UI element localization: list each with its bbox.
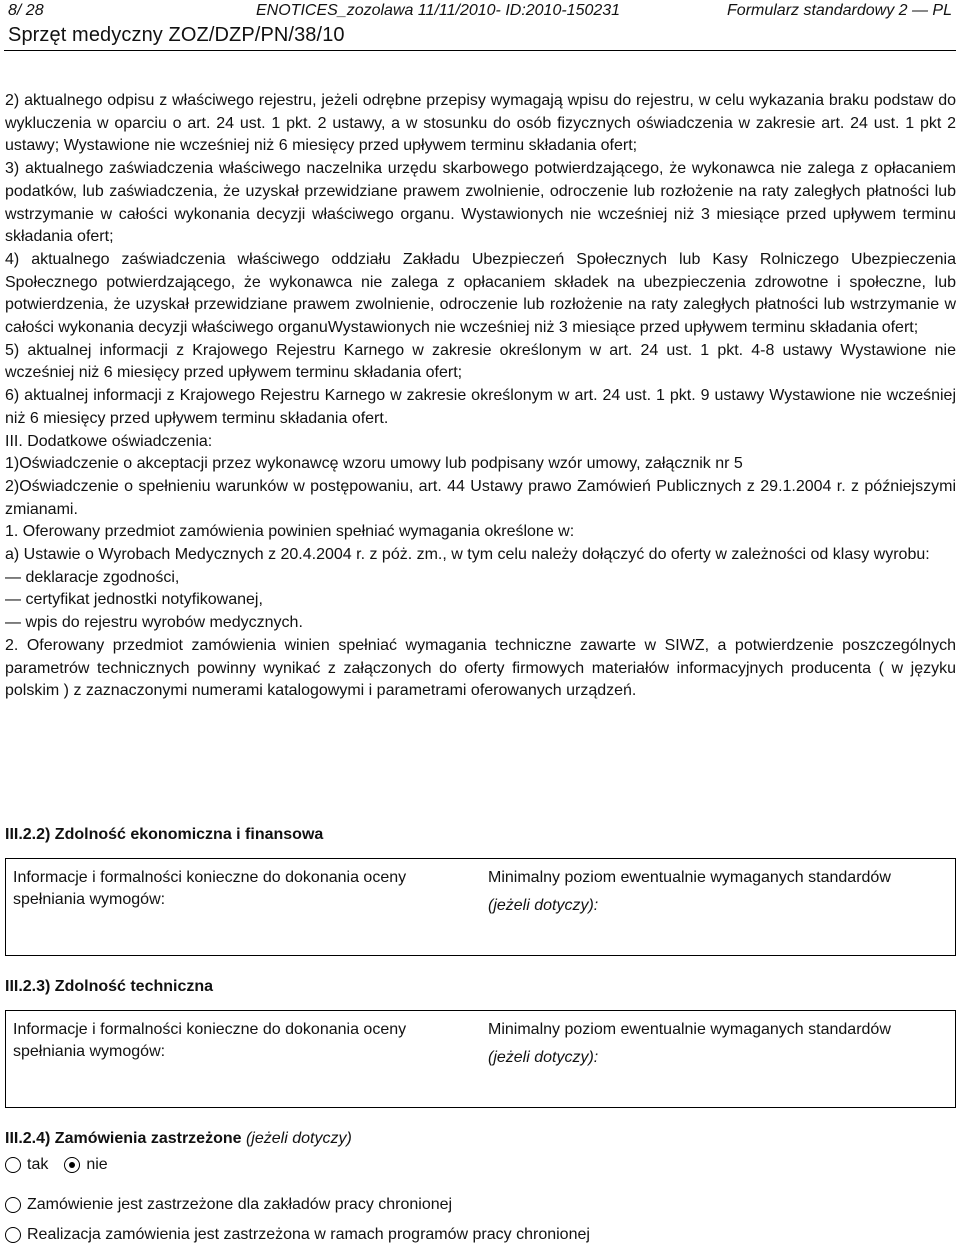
paragraph-krk-1: 5) aktualnej informacji z Krajowego Rejestru Karnego w zakresie określonym w art. 24 ust. 1 pkt. 4-8 ustawy Wystawione nie wcześniej niż 6 miesięcy przed upływem terminu składania ofert; [5, 341, 956, 382]
info-right-text: Minimalny poziom ewentualnie wymaganych standardów [488, 1021, 891, 1038]
list-item: — deklaracje zgodności, [5, 568, 180, 586]
info-left-text: Informacje i formalności konieczne do dokonania oceny spełniania wymogów: [13, 869, 407, 908]
title-note: (jeżeli dotyczy) [245, 1130, 352, 1147]
section-title: III.2.2) Zdolność ekonomiczna i finansowa [5, 826, 324, 843]
list-item: — certyfikat jednostki notyfikowanej, [5, 591, 263, 609]
paragraph-oswiadczenie-2: 2)Oświadczenie o spełnieniu warunków w postępowaniu, art. 44 Ustawy prawo Zamówień Publicznych z 29.1.2004 r. z późniejszymi zmianami. [5, 477, 956, 518]
radio-programy[interactable] [5, 1227, 21, 1243]
info-note: (jeżeli dotyczy): [488, 1049, 599, 1066]
page-number: 8/ 28 [8, 2, 44, 19]
paragraph-wymagania: 1. Oferowany przedmiot zamówienia powinien spełniać wymagania określone w: [5, 523, 575, 541]
section-reserved [5, 1128, 956, 1246]
section-technical [5, 976, 956, 1108]
reserved-line-label: Realizacja zamówienia jest zastrzeżona w ramach programów pracy chronionej [27, 1226, 590, 1243]
paragraph-ustawa: a) Ustawie o Wyrobach Medycznych z 20.4.2004 r. z póż. zm., w tym celu należy dołączyć do oferty w zależności od klasy wyrobu: [5, 546, 930, 564]
paragraph-odpis: 2) aktualnego odpisu z właściwego rejestru, jeżeli odrębne przepisy wymagają wpisu do rejestru, w celu wykazania braku podstaw do wykluczenia w oparciu o art. 24 ust. 1 pkt. 2 ustawy, a w stosunku do osób fizycznych oświadczenia w zakresie art. 24 ust. 1 pkt 2 ustawy; Wystawione nie wcześniej niż 6 miesięcy przed upływem terminu składania ofert; [5, 92, 956, 155]
section-title: III.2.3) Zdolność techniczna [5, 978, 214, 995]
info-left-text: Informacje i formalności konieczne do dokonania oceny spełniania wymogów: [13, 1021, 407, 1060]
option-nie[interactable] [64, 1154, 107, 1176]
reserved-options [5, 1154, 956, 1176]
section-economic [5, 824, 956, 956]
radio-nie[interactable] [64, 1157, 80, 1173]
radio-tak[interactable] [5, 1157, 21, 1173]
info-right [488, 1019, 928, 1069]
paragraph-oswiadczenie-1: 1)Oświadczenie o akceptacji przez wykonawcę wzoru umowy lub podpisany wzór umowy, załącznik nr 5 [5, 455, 743, 473]
radio-zaklady[interactable] [5, 1197, 21, 1213]
info-box [5, 1010, 956, 1108]
option-label: nie [86, 1156, 108, 1173]
paragraph-zus: 4) aktualnego zaświadczenia właściwego oddziału Zakładu Ubezpieczeń Społecznych lub Kasy Rolniczego Ubezpieczenia Społecznego potwierdzającego, że wykonawca nie zalega z opłacaniem składek na ubezpieczenia zdrowotne i społeczne, lub potwierdzenia, że uzyskał przewidziane prawem zwolnienie, odroczenie lub rozłożenie na raty zaległych płatności lub wstrzymanie w całości wykonania decyzji właściwego organuWystawionych nie wcześniej niż 3 miesiące przed upływem terminu składania ofert; [5, 250, 956, 337]
main-text [5, 90, 956, 703]
info-right [488, 867, 928, 917]
option-label: tak [27, 1156, 49, 1173]
notice-id: ENOTICES_zozolawa 11/11/2010- ID:2010-150231 [256, 2, 621, 19]
document-title: Sprzęt medyczny ZOZ/DZP/PN/38/10 [8, 24, 345, 46]
page-header [4, 0, 956, 51]
reserved-line-2[interactable] [5, 1224, 956, 1246]
paragraph-krk-2: 6) aktualnej informacji z Krajowego Rejestru Karnego w zakresie określonym w art. 24 ust. 1 pkt. 9 ustawy Wystawione nie wcześniej niż 6 miesięcy przed upływem terminu składania ofert. [5, 387, 956, 427]
list-item: — wpis do rejestru wyrobów medycznych. [5, 614, 303, 632]
reserved-line-label: Zamówienie jest zastrzeżone dla zakładów pracy chronionej [27, 1196, 453, 1213]
info-box [5, 858, 956, 956]
section-title: III.2.4) Zamówienia zastrzeżone (jeżeli dotyczy) [5, 1130, 352, 1147]
reserved-line-1[interactable] [5, 1194, 956, 1216]
paragraph-urzad-skarbowy: 3) aktualnego zaświadczenia właściwego naczelnika urzędu skarbowego potwierdzającego, że wykonawca nie zalega z opłacaniem podatków, lub zaświadczenia, że uzyskał przewidziane prawem zwolnienie, odroczenie lub rozłożenie na raty zaległych płatności lub wstrzymanie w całości wykonania decyzji właściwego organu. Wystawionych nie wcześniej niż 3 miesiące przed upływem terminu składania ofert; [5, 160, 956, 246]
option-tak[interactable] [5, 1154, 48, 1176]
paragraph-siwz: 2. Oferowany przedmiot zamówienia winien spełniać wymagania techniczne zawarte w SIWZ, a potwierdzenie poszczególnych parametrów technicznych powinny wynikać z załączonych do oferty firmowych materiałów informacyjnych producenta ( w języku polskim ) z zaznaczonymi numerami katalogowymi i parametrami oferowanych urządzeń. [5, 636, 956, 700]
paragraph-dodatkowe: III. Dodatkowe oświadczenia: [5, 432, 213, 450]
info-note: (jeżeli dotyczy): [488, 897, 599, 914]
form-label: Formularz standardowy 2 — PL [727, 2, 952, 19]
info-right-text: Minimalny poziom ewentualnie wymaganych standardów [488, 869, 891, 886]
